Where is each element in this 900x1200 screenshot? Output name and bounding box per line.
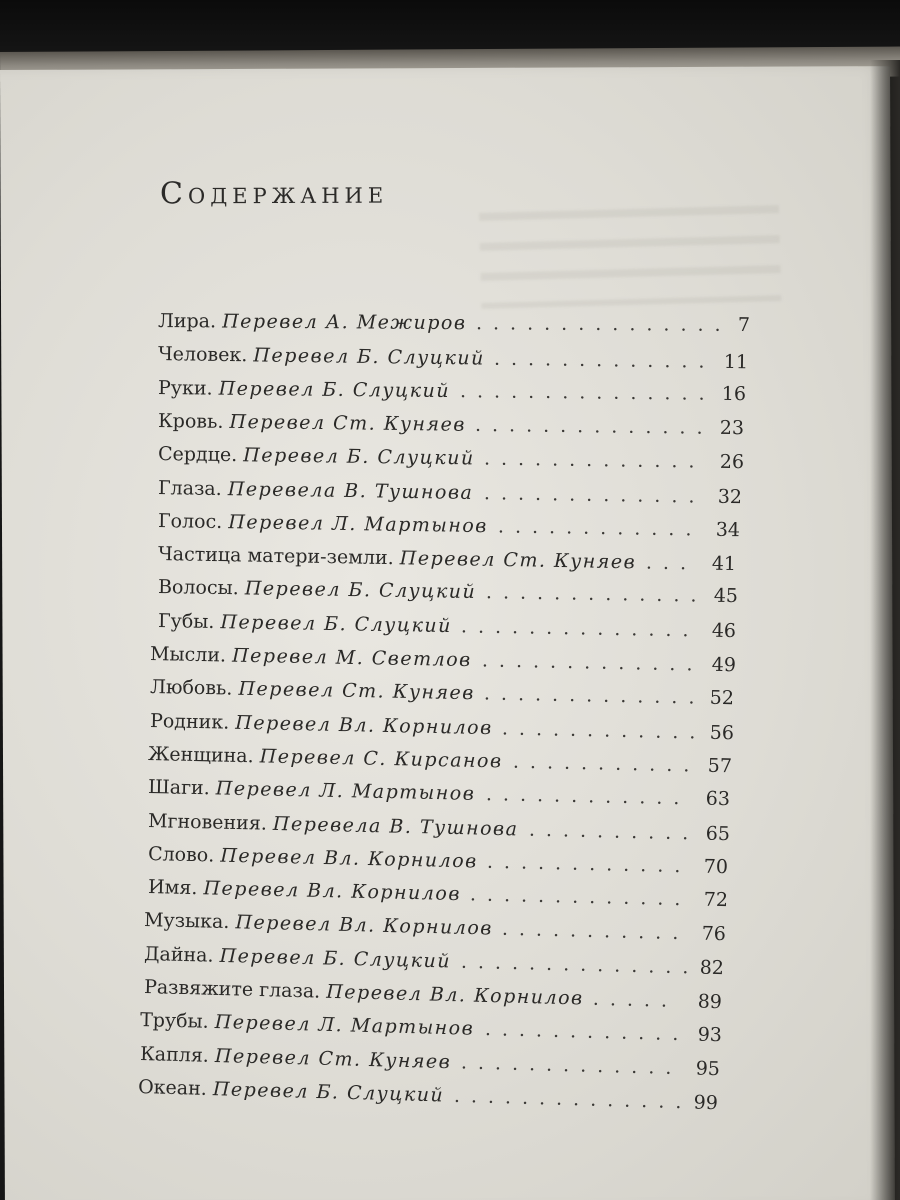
entry-translator: Перевел Б. Слуцкий — [212, 1077, 445, 1107]
dot-leader: ............. — [483, 447, 706, 473]
page-title: Содержание — [159, 175, 389, 212]
entry-title: Глаза. — [157, 476, 228, 500]
dot-leader: ............ — [485, 783, 691, 810]
dot-leader: ............... — [475, 312, 732, 337]
entry-translator: Перевел Б. Слуцкий — [243, 444, 475, 470]
entry-page-number: 89 — [697, 990, 723, 1014]
toc-entry — [158, 510, 740, 549]
entry-translator: Перевел Л. Мартынов — [214, 1011, 475, 1041]
dot-leader: .............. — [453, 1084, 693, 1114]
dot-leader: ............. — [481, 649, 704, 676]
entry-title: Родник. — [149, 709, 236, 734]
entry-title: Капля. — [139, 1042, 216, 1067]
entry-translator: Перевела В. Тушнова — [272, 812, 519, 840]
entry-page-number: 57 — [707, 754, 733, 778]
entry-title: Имя. — [147, 876, 204, 900]
entry-page-number: 63 — [705, 787, 731, 811]
entry-page-number: 32 — [717, 485, 743, 508]
entry-title: Шаги. — [147, 776, 217, 800]
entry-title: Любовь. — [149, 676, 239, 700]
entry-title: Дайна. — [143, 942, 220, 967]
entry-page-number: 26 — [719, 451, 745, 474]
dot-leader: ............ — [484, 1018, 690, 1046]
entry-page-number: 99 — [693, 1091, 719, 1115]
dot-leader: ............ — [486, 850, 692, 878]
entry-translator: Перевел Вл. Корнилов — [325, 980, 584, 1010]
entry-page-number: 23 — [719, 416, 745, 440]
entry-translator: Перевел Б. Слуцкий — [219, 944, 452, 973]
entry-translator: Перевел Ст. Куняев — [238, 677, 476, 705]
dot-leader: ............ — [497, 515, 703, 541]
entry-page-number: 46 — [711, 619, 737, 642]
dot-leader: ............. — [493, 347, 716, 374]
entry-page-number: 49 — [711, 653, 737, 677]
entry-translator: Перевел Вл. Корнилов — [235, 711, 493, 739]
entry-page-number: 16 — [721, 382, 747, 405]
entry-page-number: 76 — [701, 923, 727, 946]
entry-page-number: 95 — [695, 1057, 721, 1080]
entry-title: Кровь. — [157, 409, 230, 433]
entry-page-number: 82 — [699, 956, 725, 979]
entry-title: Губы. — [157, 609, 221, 633]
entry-page-number: 7 — [737, 314, 751, 337]
dot-leader: .............. — [460, 950, 700, 979]
entry-title: Музыка. — [143, 909, 236, 934]
dot-leader: .............. — [474, 413, 714, 439]
entry-page-number: 56 — [709, 721, 735, 744]
entry-translator: Перевел Б. Слуцкий — [220, 610, 453, 637]
entry-translator: Перевел Л. Мартынов — [215, 777, 476, 806]
entry-page-number: 72 — [703, 888, 729, 912]
dot-leader: .......... — [528, 818, 700, 845]
dot-leader: ........... — [501, 918, 690, 945]
dot-leader: ..... — [592, 987, 679, 1012]
toc-entry — [158, 343, 748, 381]
entry-translator: Перевел Ст. Куняев — [214, 1044, 452, 1073]
entry-page-number: 65 — [705, 822, 731, 845]
dot-leader: ............. — [460, 1051, 683, 1079]
entry-translator: Перевел Л. Мартынов — [228, 510, 488, 537]
entry-translator: Перевел Вл. Корнилов — [203, 877, 462, 906]
entry-translator: Перевел Вл. Корнилов — [220, 844, 478, 873]
toc-entry — [158, 610, 736, 650]
entry-translator: Перевел Ст. Куняев — [399, 547, 637, 574]
entry-page-number: 34 — [715, 518, 741, 541]
entry-page-number: 52 — [709, 687, 735, 710]
entry-title: Волосы. — [157, 576, 245, 600]
entry-translator: Перевел Ст. Куняев — [229, 410, 467, 436]
entry-title: Мысли. — [149, 643, 233, 667]
dot-leader: .............. — [460, 614, 700, 642]
entry-title: Голос. — [157, 509, 229, 533]
dot-leader: ............. — [469, 883, 692, 911]
toc-entry — [158, 410, 744, 447]
entry-translator: Перевел Б. Слуцкий — [244, 577, 477, 604]
entry-translator: Перевел Б. Слуцкий — [253, 344, 485, 370]
toc-entry — [158, 310, 750, 344]
dot-leader: ............. — [483, 481, 706, 508]
entry-page-number: 41 — [711, 552, 737, 576]
entry-page-number: 11 — [723, 351, 749, 374]
entry-translator: Перевел С. Кирсанов — [259, 745, 503, 773]
entry-page-number: 45 — [713, 585, 739, 608]
entry-title: Мгновения. — [147, 809, 274, 835]
entry-translator: Перевел М. Светлов — [231, 644, 472, 672]
entry-page-number: 93 — [697, 1023, 723, 1047]
dot-leader: ............. — [485, 581, 708, 608]
dot-leader: ............ — [501, 716, 707, 744]
entry-title: Слово. — [147, 842, 221, 867]
dot-leader: ............. — [483, 682, 706, 709]
toc-entry — [158, 477, 742, 516]
dot-leader: ............... — [459, 379, 716, 405]
entry-title: Человек. — [157, 343, 254, 367]
entry-title: Частица матери-земли. — [157, 543, 400, 570]
toc-entry — [158, 443, 744, 481]
entry-title: Женщина. — [147, 742, 260, 768]
entry-page-number: 70 — [703, 855, 729, 878]
toc-entry — [158, 377, 746, 413]
entry-translator: Перевел Б. Слуцкий — [218, 377, 451, 402]
entry-translator: Перевел Вл. Корнилов — [235, 911, 494, 940]
toc-entry — [158, 576, 738, 615]
entry-title: Трубы. — [139, 1009, 216, 1034]
entry-title: Руки. — [157, 376, 219, 400]
entry-title: Сердце. — [157, 443, 244, 467]
entry-translator: Перевела В. Тушнова — [227, 477, 474, 504]
entry-title: Развяжите глаза. — [143, 976, 327, 1003]
entry-translator: Перевел А. Межиров — [222, 310, 467, 335]
dot-leader: ........... — [512, 750, 701, 777]
entry-title: Океан. — [137, 1075, 214, 1100]
dot-leader: ... — [645, 551, 698, 575]
entry-title: Лира. — [157, 310, 223, 333]
